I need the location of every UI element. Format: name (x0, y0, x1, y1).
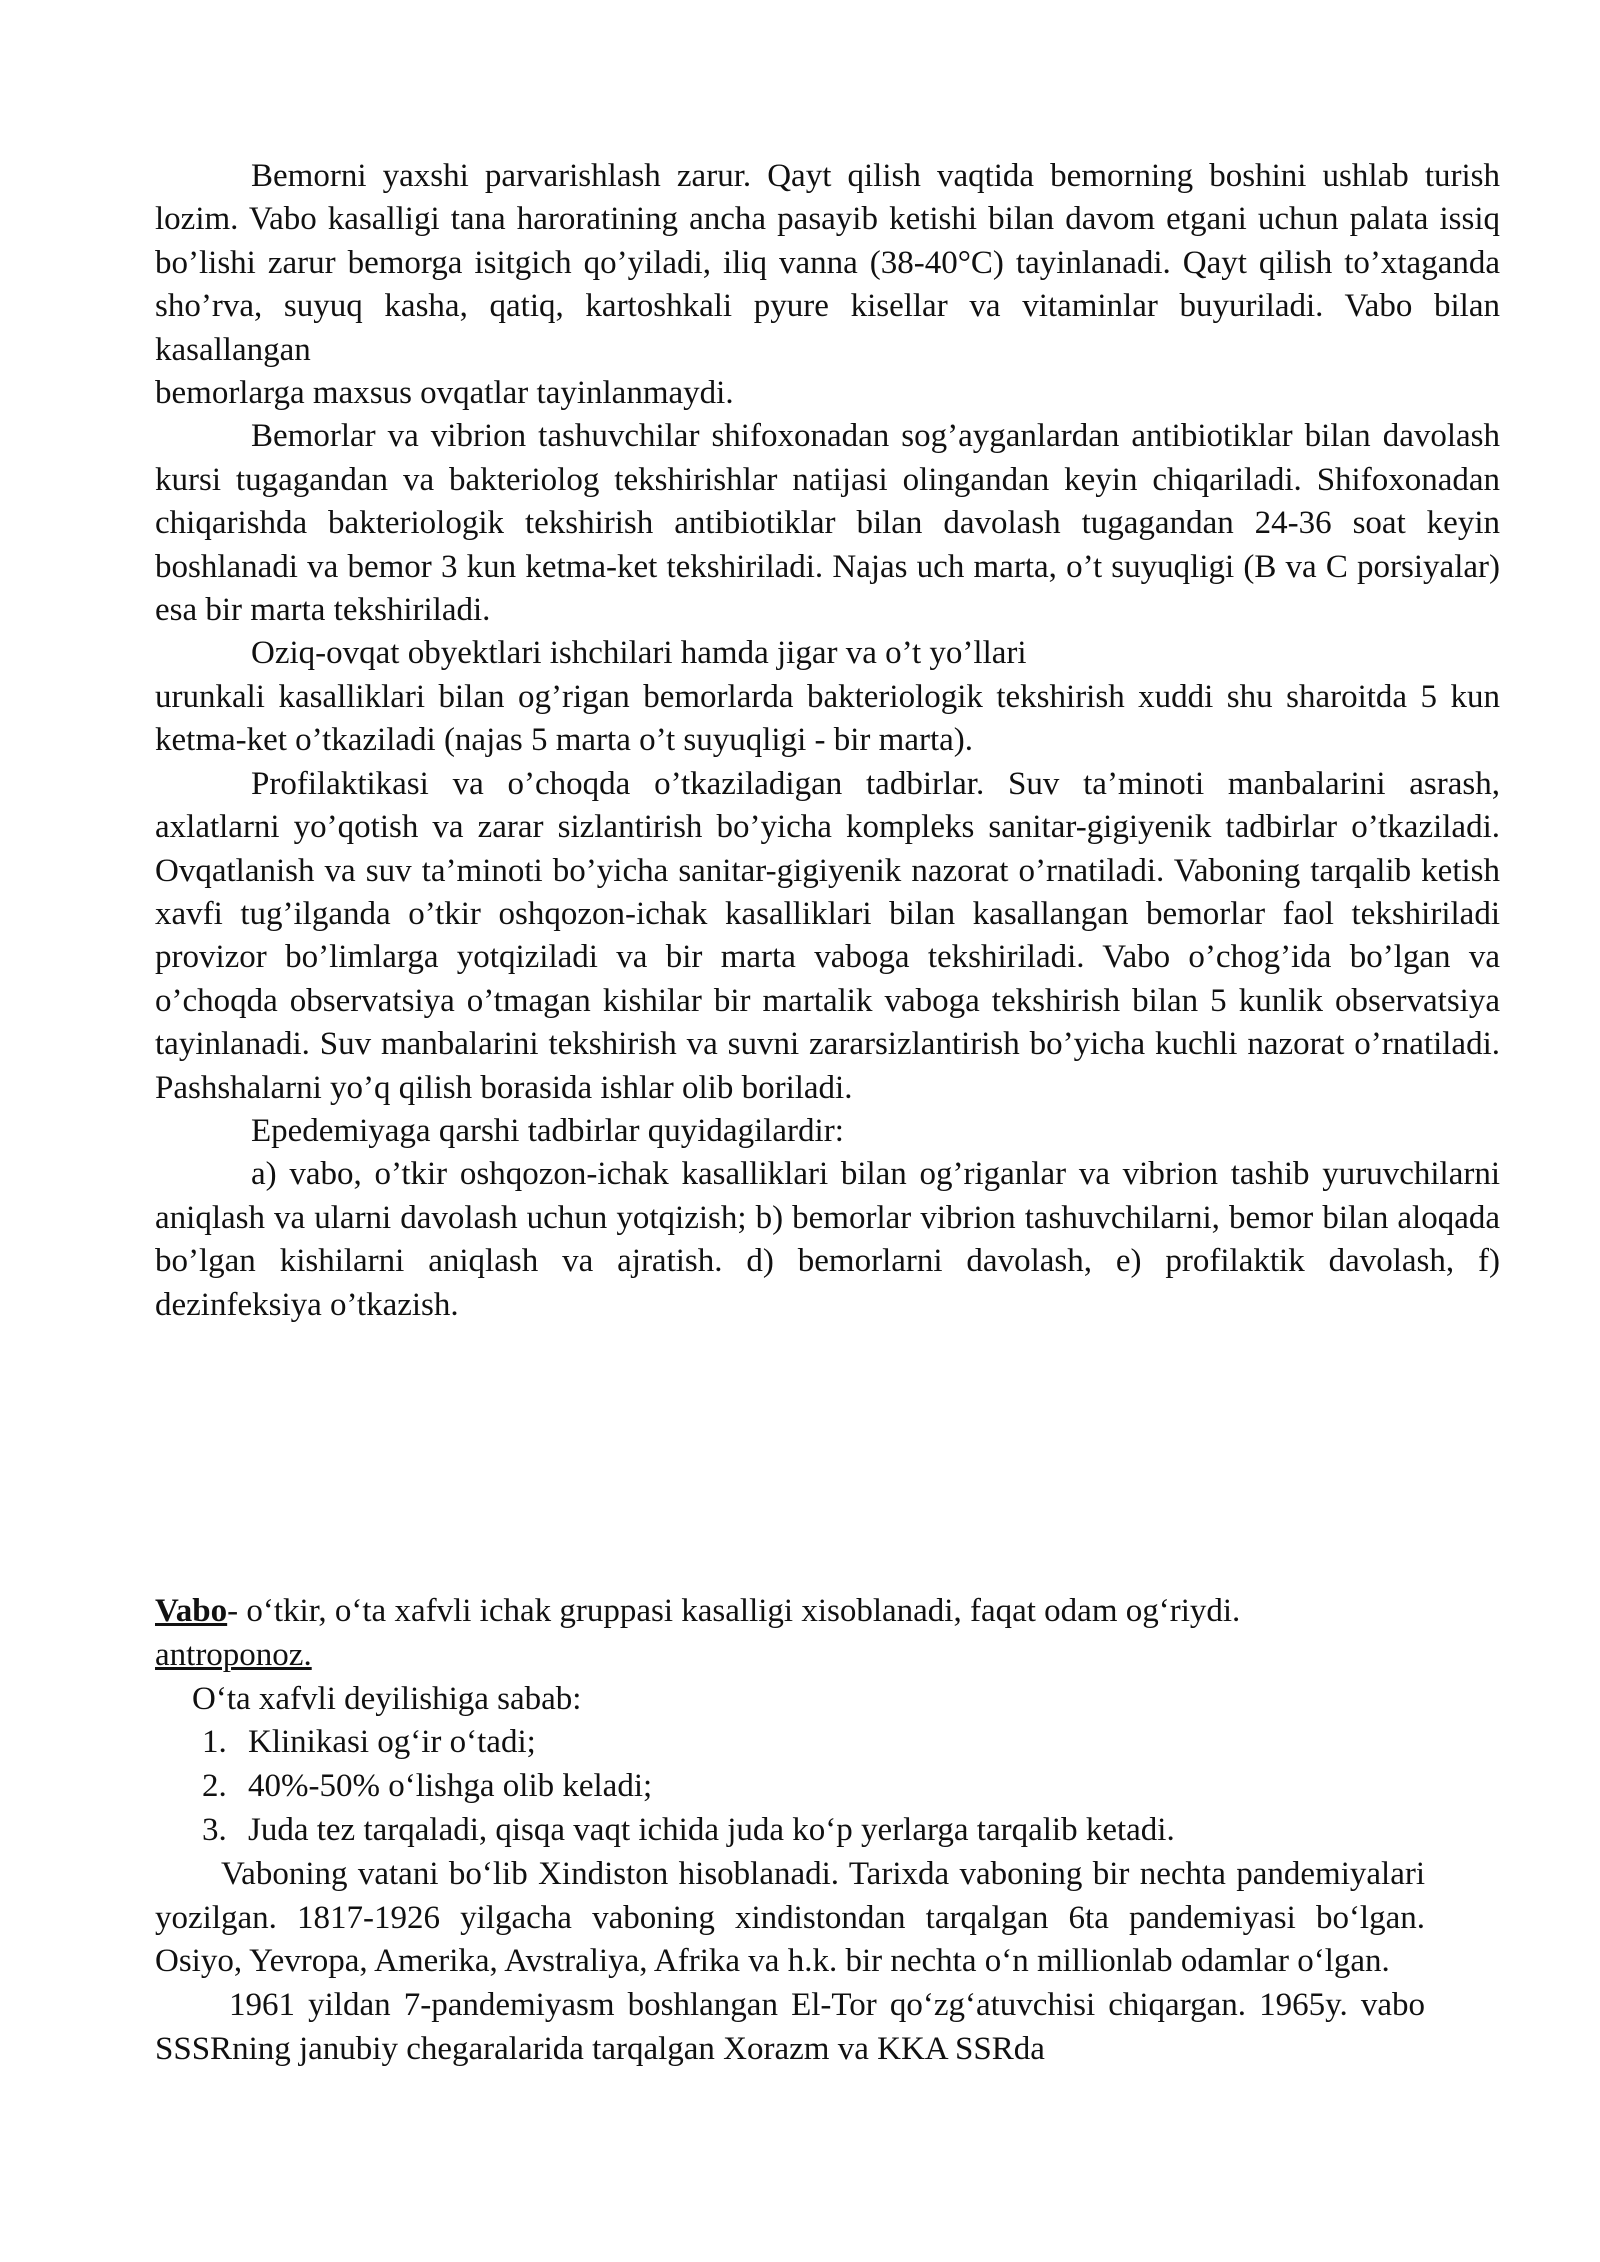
paragraph-patient-care: Bemorni yaxshi parvarishlash zarur. Qayt qilish vaqtida bemorning boshini ushlab turish lozim. Vabo kasalligi tana haroratining ancha pasayib ketishi bilan davom etgani uchun palata issiq bo’lishi zarur bemorga isitgich qo’yiladi, iliq vanna (38-40°C) tayinlanadi. Qayt qilish to’xtaganda sho’rva, suyuq kasha, qatiq, kartoshkali pyure kisellar va vitaminlar buyuriladi. Vabo bilan kasallangan (155, 158, 1500, 368)
reasons-list (155, 1721, 1425, 1852)
paragraph-patient-care-end: bemorlarga maxsus ovqatlar tayinlanmaydi. (155, 375, 734, 412)
list-item (155, 1721, 1425, 1765)
list-item (155, 1765, 1425, 1809)
list-item-number: 2. (202, 1768, 227, 1805)
paragraph-prophylaxis: Profilaktikasi va o’choqda o’tkaziladigan tadbirlar. Suv ta’minoti manbalarini asrash, axlatlarni yo’qotish va zarar sizlantirish bo’yicha kompleks sanitar-gigiyenik tadbirlar o’tkaziladi. Ovqatlanish va suv ta’minoti bo’yicha sanitar-gigiyenik nazorat o’rnatiladi. Vaboning tarqalib ketish xavfi tug’ilganda o’tkir oshqozon-ichak kasalliklari bilan kasallangan bemorlar faol tekshiriladi provizor bo’limlarga yotqiziladi va bir marta vaboga tekshiriladi. Vabo o’chog’ida bo’lgan va o’choqda observatsiya o’tmagan kishilar bir martalik vaboga tekshirish bilan 5 kunlik observatsiya tayinlanadi. Suv manbalarini tekshirish va suvni zararsizlantirish bo’yicha kuchli nazorat o’rnatiladi. Pashshalarni yo’q qilish borasida ishlar olib boriladi. (155, 765, 1500, 1106)
list-item-number: 3. (202, 1811, 227, 1848)
definition-line (155, 1590, 1425, 1634)
definition-text: - o‘tkir, o‘ta xafvli ichak gruppasi kasalligi xisoblanadi, faqat odam og‘riydi. (227, 1593, 1241, 1629)
section-care-and-prevention (155, 155, 1500, 1327)
paragraph-food-workers-start: Oziq-ovqat obyektlari ishchilari hamda jigar va o’t yo’llari (251, 635, 1027, 672)
paragraph-1961: 1961 yildan 7-pandemiyasm boshlangan El-Tor qo‘zg‘atuvchisi chiqargan. 1965y. vabo SSSRning janubiy chegaralarida tarqalgan Xorazm va KKA SSRda (155, 1987, 1425, 2067)
list-item-number: 1. (202, 1724, 227, 1761)
paragraph-discharge: Bemorlar va vibrion tashuvchilar shifoxonadan sog’ayganlardan antibiotiklar bilan davolash kursi tugagandan va bakteriolog tekshirishlar natijasi olingandan keyin chiqariladi. Shifoxonadan chiqarishda bakteriologik tekshirish antibiotiklar bilan davolash tugagandan 24-36 soat keyin boshlanadi va bemor 3 kun ketma-ket tekshiriladi. Najas uch marta, o’t suyuqligi (B va C porsiyalar) esa bir marta tekshiriladi. (155, 418, 1500, 629)
list-item-text: 40%-50% o‘lishga olib keladi; (248, 1768, 653, 1805)
paragraph-epidemic-measures: a) vabo, o’tkir oshqozon-ichak kasalliklari bilan og’riganlar va vibrion tashib yuruvchilarni aniqlash va ularni davolash uchun yotqizish; b) bemorlar vibrion tashuvchilarni, bemor bilan aloqada bo’lgan kishilarni aniqlash va ajratish. d) bemorlarni davolash, e) profilaktik davolash, f) dezinfeksiya o’tkazish. (155, 1156, 1500, 1323)
list-item (155, 1809, 1425, 1853)
term-antroponoz-line (155, 1634, 1425, 1678)
term-vabo: Vabo (155, 1593, 228, 1629)
section-cholera-definition (155, 1590, 1425, 2072)
paragraph-food-workers: urunkali kasalliklari bilan og’rigan bemorlarda bakteriologik tekshirish xuddi shu sharoitda 5 kun ketma-ket o’tkaziladi (najas 5 marta o’t suyuqligi - bir marta). (155, 678, 1500, 759)
why-dangerous-heading: O‘ta xafvli deyilishiga sabab: (192, 1680, 582, 1717)
list-item-text: Klinikasi og‘ir o‘tadi; (248, 1724, 536, 1761)
list-item-text: Juda tez tarqaladi, qisqa vaqt ichida juda ko‘p yerlarga tarqalib ketadi. (248, 1811, 1175, 1848)
paragraph-epidemic-measures-heading: Epedemiyaga qarshi tadbirlar quyidagilardir: (251, 1112, 844, 1149)
term-antroponoz: antroponoz. (155, 1636, 312, 1673)
paragraph-history: Vaboning vatani bo‘lib Xindiston hisoblanadi. Tarixda vaboning bir nechta pandemiyalari yozilgan. 1817-1926 yilgacha vaboning xindistondan tarqalgan 6ta pandemiyasi bo‘lgan. Osiyo, Yevropa, Amerika, Avstraliya, Afrika va h.k. bir nechta o‘n millionlab odamlar o‘lgan. (155, 1855, 1425, 1980)
